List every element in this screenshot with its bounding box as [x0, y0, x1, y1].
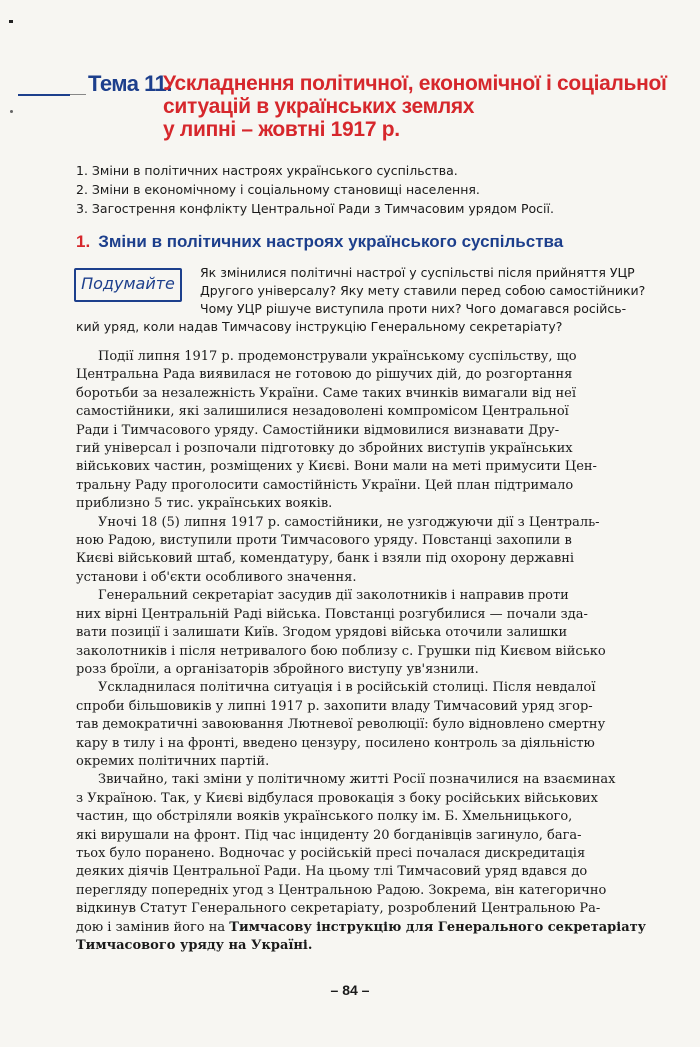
plan-item: 2. Зміни в економічному і соціальному становищі населення. [76, 182, 480, 197]
paragraph [76, 348, 656, 514]
text-line: військових частин, розміщених у Києві. Вони мали на меті примусити Цен- [76, 459, 597, 475]
think-line: Чому УЦР рішуче виступила проти них? Чого домагався російсь- [200, 301, 627, 316]
topic-header [18, 72, 678, 142]
text-line: кару в тилу і на фронті, введено цензуру, посилено контроль за діяльністю [76, 735, 595, 751]
text-line: спроби більшовиків у липні 1917 р. захопити владу Тимчасовий уряд згор- [76, 698, 593, 714]
think-questions [200, 264, 655, 318]
bold-term: Тимчасову інструкцію для Генерального секретаріату [229, 919, 647, 935]
body-text [76, 348, 656, 955]
section-heading [76, 232, 563, 252]
text-line: Центральна Рада виявилася не готовою до рішучих дій, до розгортання [76, 367, 573, 383]
topic-title-line: у липні – жовтні 1917 р. [163, 118, 400, 141]
paragraph [76, 587, 656, 679]
text-line: Ради і Тимчасового уряду. Самостійники відмовилися визнавати Дру- [76, 422, 560, 438]
think-line: Другого універсалу? Яку мету ставили перед собою самостійники? [200, 283, 646, 298]
text-line: окремих політичних партій. [76, 753, 270, 769]
text-line: частин, що обстріляли вояків українського полку ім. Б. Хмельницького, [76, 809, 573, 825]
text-line [76, 919, 656, 937]
text-line: перегляду попередніх угод з Центральною Радою. Зокрема, він категорично [76, 882, 607, 898]
paragraph [76, 679, 656, 771]
plan-item: 3. Загострення конфлікту Центральної Ради з Тимчасовим урядом Росії. [76, 201, 554, 216]
text-line: з Україною. Так, у Києві відбулася провокація з боку російських військових [76, 790, 598, 806]
text-line: гий універсал і розпочали підготовку до збройних виступів українських [76, 441, 573, 457]
plan-item: 1. Зміни в політичних настроях українського суспільства. [76, 163, 458, 178]
think-label-box: Подумайте [74, 268, 182, 302]
text-line: приблизно 5 тис. українських вояків. [76, 496, 333, 512]
think-line: кий уряд, коли надав Тимчасову інструкцію Генеральному секретаріату? [76, 319, 563, 334]
text-line: розз броїли, а організаторів збройного виступу ув'язнили. [76, 661, 479, 677]
text-line: Генеральний секретаріат засудив дії заколотників і направив проти [98, 588, 569, 604]
topic-label: Тема 11. [88, 71, 172, 96]
text-line: установи і об'єкти особливого значення. [76, 569, 357, 585]
scan-dot [10, 110, 13, 113]
text-line: ною Радою, виступили проти Тимчасового уряду. Повстанці захопили в [76, 533, 572, 549]
scan-mark [9, 20, 13, 23]
lesson-plan [76, 161, 636, 218]
topic-title [163, 72, 683, 141]
text-line: Події липня 1917 р. продемонстрували українському суспільству, що [98, 349, 577, 364]
text-line: самостійники, які залишилися незадоволені компромісом Центральної [76, 404, 569, 420]
text-line: заколотників і після нетривалого бою поблизу с. Грушки під Києвом військо [76, 643, 606, 659]
page-number: – 84 – [330, 982, 370, 998]
text-line: які вирушали на фронт. Під час інциденту 20 богданівців загинуло, бага- [76, 827, 582, 843]
text-line: деяких діячів Центральної Ради. На цьому тлі Тимчасовий уряд вдався до [76, 864, 588, 880]
text-line: них вірні Центральній Раді війська. Повстанці розгубилися — почали зда- [76, 606, 588, 622]
paragraph [76, 771, 656, 955]
paragraph [76, 514, 656, 588]
topic-title-line: Ускладнення політичної, економічної і соціальної [163, 72, 667, 95]
text-line: тьох було поранено. Водночас у російській пресі почалася дискредитація [76, 845, 586, 861]
text-line: Уночі 18 (5) липня 1917 р. самостійники, не узгоджуючи дії з Централь- [98, 514, 600, 530]
section-title: Зміни в політичних настроях українського суспільства [98, 232, 564, 251]
text-line: тральну Раду проголосити самостійність України. Цей план підтримало [76, 477, 574, 493]
text-line: Ускладнилася політична ситуація і в російській столиці. Після невдалої [98, 680, 596, 696]
text-line: тав демократичні завоювання Лютневої революції: було відновлено смертну [76, 717, 606, 733]
bold-term: Тимчасового уряду на Україні. [76, 938, 313, 953]
header-rule [18, 94, 70, 96]
section-number: 1. [76, 232, 91, 251]
text-line: Звичайно, такі зміни у політичному житті Росії позначилися на взаєминах [98, 772, 616, 788]
text-line: вати позиції і залишати Київ. Згодом урядові війська оточили залишки [76, 625, 568, 641]
think-line: Як змінилися політичні настрої у суспільстві після прийняття УЦР [200, 265, 635, 280]
text-line: боротьби за незалежність України. Саме таких вчинків вимагали від неї [76, 385, 577, 401]
text-line: відкинув Статут Генерального секретаріату, розроблений Центральною Ра- [76, 901, 601, 917]
topic-title-line: ситуацій в українських землях [163, 95, 475, 118]
header-rule-thin [70, 94, 86, 95]
text-line: Києві військовий штаб, комендатуру, банк і взяли під охорону державні [76, 551, 575, 567]
text-span: дою і замінив його на [76, 919, 230, 935]
